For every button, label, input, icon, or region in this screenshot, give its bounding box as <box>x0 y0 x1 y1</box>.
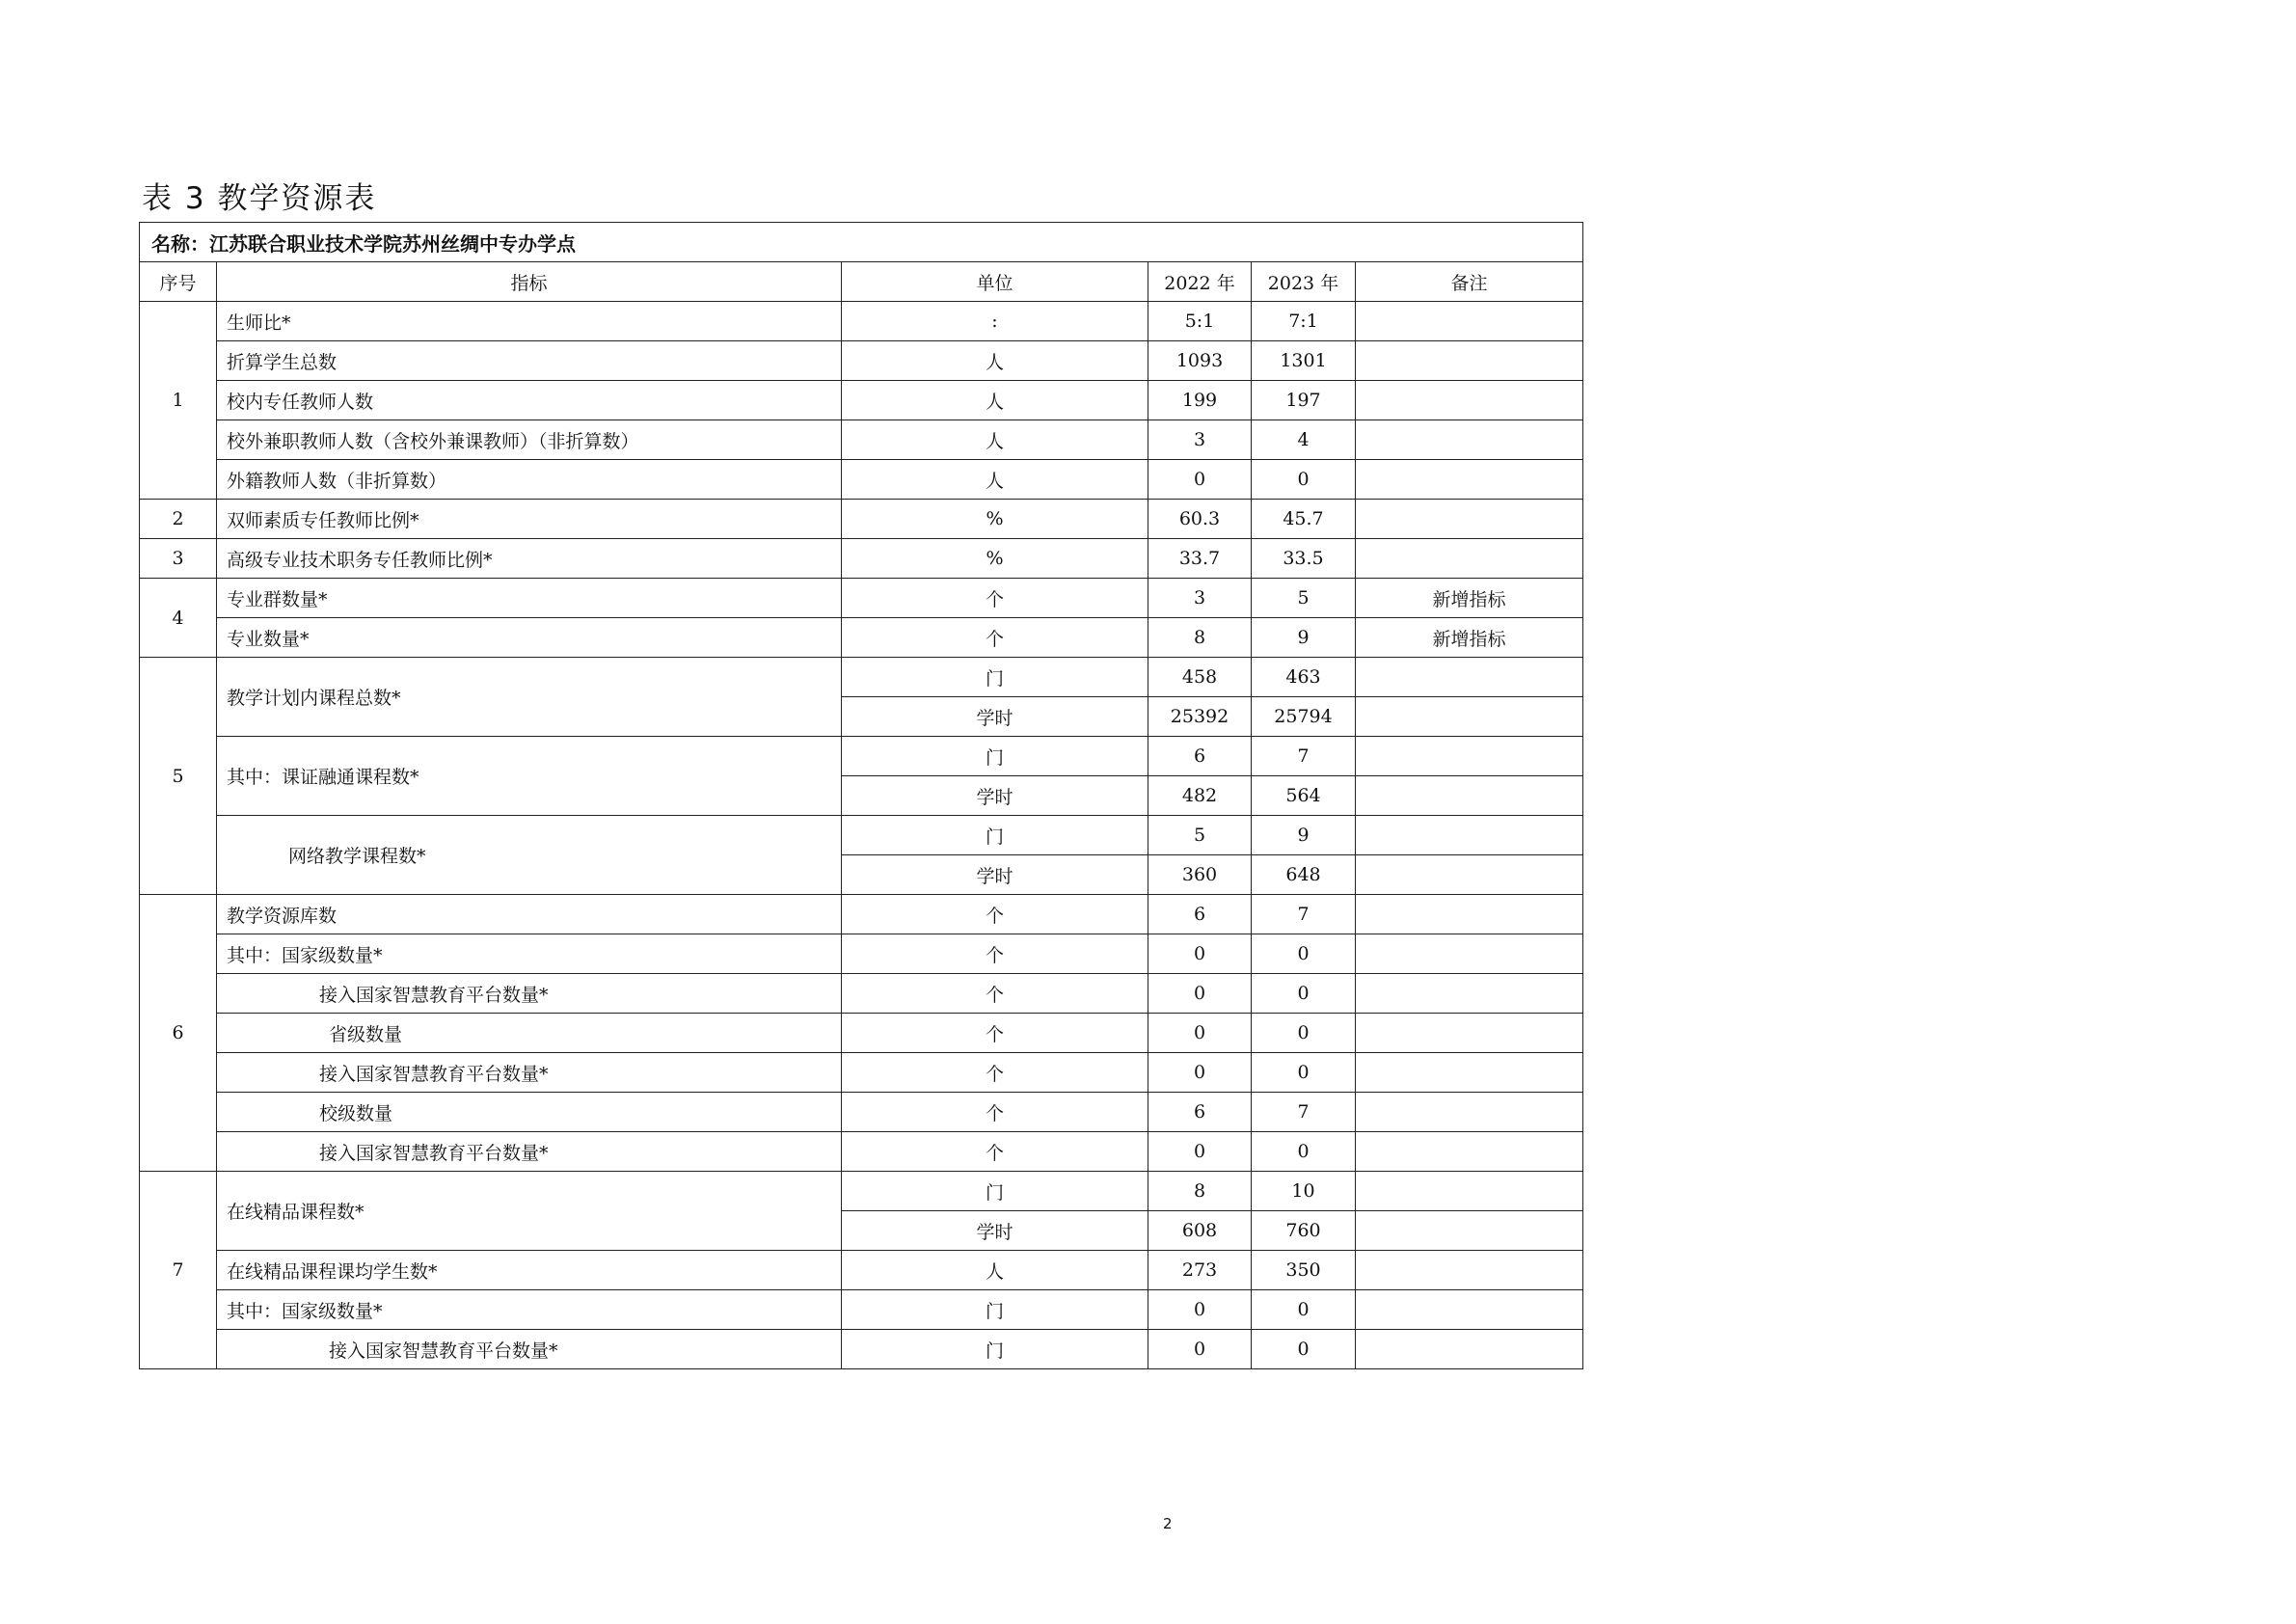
table-row <box>140 1172 1583 1211</box>
remark-cell <box>1356 460 1583 500</box>
table-row <box>140 1330 1583 1369</box>
table-caption: 表 3 教学资源表 <box>142 181 377 216</box>
header-seq: 序号 <box>140 262 217 302</box>
table-row <box>140 974 1583 1014</box>
value-2022-cell: 458 <box>1148 658 1252 697</box>
indicator-cell: 网络教学课程数* <box>217 816 842 895</box>
header-indicator: 指标 <box>217 262 842 302</box>
unit-cell: 人 <box>842 460 1148 500</box>
value-2023-cell: 197 <box>1252 381 1356 420</box>
remark-cell <box>1356 816 1583 855</box>
value-2022-cell: 3 <box>1148 579 1252 618</box>
institution-name: 名称：江苏联合职业技术学院苏州丝绸中专办学点 <box>140 223 1583 262</box>
header-unit: 单位 <box>842 262 1148 302</box>
remark-cell <box>1356 1093 1583 1132</box>
value-2023-cell: 760 <box>1252 1211 1356 1251</box>
unit-cell: 个 <box>842 934 1148 974</box>
remark-cell <box>1356 934 1583 974</box>
value-2022-cell: 273 <box>1148 1251 1252 1290</box>
value-2022-cell: 6 <box>1148 737 1252 776</box>
unit-cell: 人 <box>842 341 1148 381</box>
table-row <box>140 737 1583 776</box>
remark-cell <box>1356 420 1583 460</box>
indicator-cell: 专业群数量* <box>217 579 842 618</box>
seq-cell: 5 <box>140 658 217 895</box>
remark-cell <box>1356 500 1583 539</box>
value-2022-cell: 0 <box>1148 1330 1252 1369</box>
value-2023-cell: 0 <box>1252 1330 1356 1369</box>
value-2022-cell: 5 <box>1148 816 1252 855</box>
unit-cell: 门 <box>842 1290 1148 1330</box>
unit-cell: 门 <box>842 1330 1148 1369</box>
remark-cell <box>1356 974 1583 1014</box>
unit-cell: 学时 <box>842 1211 1148 1251</box>
indicator-cell: 接入国家智慧教育平台数量* <box>217 1132 842 1172</box>
indicator-cell: 在线精品课程数* <box>217 1172 842 1251</box>
table-row <box>140 579 1583 618</box>
value-2022-cell: 6 <box>1148 895 1252 934</box>
value-2022-cell: 5:1 <box>1148 302 1252 341</box>
indicator-cell: 校级数量 <box>217 1093 842 1132</box>
seq-cell: 6 <box>140 895 217 1172</box>
unit-cell: 学时 <box>842 776 1148 816</box>
unit-cell: 个 <box>842 579 1148 618</box>
indicator-cell: 双师素质专任教师比例* <box>217 500 842 539</box>
indicator-cell: 外籍教师人数（非折算数） <box>217 460 842 500</box>
value-2023-cell: 9 <box>1252 618 1356 658</box>
unit-cell: 门 <box>842 1172 1148 1211</box>
table-row <box>140 1053 1583 1093</box>
value-2022-cell: 6 <box>1148 1093 1252 1132</box>
unit-cell: 学时 <box>842 855 1148 895</box>
indicator-cell: 折算学生总数 <box>217 341 842 381</box>
header-remark: 备注 <box>1356 262 1583 302</box>
indicator-cell: 接入国家智慧教育平台数量* <box>217 1330 842 1369</box>
unit-cell: 学时 <box>842 697 1148 737</box>
indicator-cell: 专业数量* <box>217 618 842 658</box>
table-name-row <box>140 223 1583 262</box>
value-2023-cell: 0 <box>1252 1290 1356 1330</box>
remark-cell <box>1356 1290 1583 1330</box>
value-2022-cell: 0 <box>1148 1053 1252 1093</box>
remark-cell <box>1356 1172 1583 1211</box>
seq-cell: 7 <box>140 1172 217 1369</box>
table-row <box>140 1014 1583 1053</box>
value-2022-cell: 33.7 <box>1148 539 1252 579</box>
value-2022-cell: 0 <box>1148 974 1252 1014</box>
indicator-cell: 校外兼职教师人数（含校外兼课教师）（非折算数） <box>217 420 842 460</box>
table-row <box>140 1093 1583 1132</box>
remark-cell <box>1356 1132 1583 1172</box>
table-row <box>140 341 1583 381</box>
value-2023-cell: 10 <box>1252 1172 1356 1211</box>
unit-cell: 个 <box>842 1053 1148 1093</box>
table-row <box>140 895 1583 934</box>
table-row <box>140 816 1583 855</box>
value-2023-cell: 45.7 <box>1252 500 1356 539</box>
indicator-cell: 校内专任教师人数 <box>217 381 842 420</box>
indicator-cell: 省级数量 <box>217 1014 842 1053</box>
value-2022-cell: 0 <box>1148 460 1252 500</box>
remark-cell <box>1356 1014 1583 1053</box>
indicator-cell: 其中：国家级数量* <box>217 1290 842 1330</box>
unit-cell: 门 <box>842 816 1148 855</box>
value-2023-cell: 0 <box>1252 1053 1356 1093</box>
header-2023: 2023 年 <box>1252 262 1356 302</box>
value-2023-cell: 7 <box>1252 895 1356 934</box>
value-2023-cell: 5 <box>1252 579 1356 618</box>
table-row <box>140 1132 1583 1172</box>
value-2023-cell: 0 <box>1252 1014 1356 1053</box>
table-header-row <box>140 262 1583 302</box>
unit-cell: 个 <box>842 618 1148 658</box>
value-2023-cell: 0 <box>1252 974 1356 1014</box>
remark-cell: 新增指标 <box>1356 618 1583 658</box>
table-row <box>140 420 1583 460</box>
unit-cell: 个 <box>842 1093 1148 1132</box>
value-2022-cell: 1093 <box>1148 341 1252 381</box>
value-2022-cell: 0 <box>1148 934 1252 974</box>
remark-cell <box>1356 341 1583 381</box>
value-2023-cell: 350 <box>1252 1251 1356 1290</box>
indicator-cell: 教学资源库数 <box>217 895 842 934</box>
value-2022-cell: 482 <box>1148 776 1252 816</box>
table-row <box>140 460 1583 500</box>
value-2023-cell: 7:1 <box>1252 302 1356 341</box>
page-number: 2 <box>1163 1515 1173 1532</box>
value-2022-cell: 60.3 <box>1148 500 1252 539</box>
seq-cell: 2 <box>140 500 217 539</box>
value-2023-cell: 564 <box>1252 776 1356 816</box>
value-2022-cell: 25392 <box>1148 697 1252 737</box>
indicator-cell: 高级专业技术职务专任教师比例* <box>217 539 842 579</box>
table-row <box>140 934 1583 974</box>
value-2023-cell: 9 <box>1252 816 1356 855</box>
remark-cell <box>1356 1330 1583 1369</box>
value-2023-cell: 25794 <box>1252 697 1356 737</box>
remark-cell <box>1356 1251 1583 1290</box>
remark-cell <box>1356 895 1583 934</box>
unit-cell: 个 <box>842 1132 1148 1172</box>
remark-cell <box>1356 737 1583 776</box>
value-2023-cell: 0 <box>1252 934 1356 974</box>
remark-cell <box>1356 658 1583 697</box>
value-2022-cell: 8 <box>1148 1172 1252 1211</box>
teaching-resources-table <box>139 222 1583 1369</box>
table-row <box>140 618 1583 658</box>
value-2022-cell: 0 <box>1148 1290 1252 1330</box>
value-2022-cell: 608 <box>1148 1211 1252 1251</box>
value-2023-cell: 0 <box>1252 460 1356 500</box>
value-2022-cell: 0 <box>1148 1132 1252 1172</box>
remark-cell <box>1356 1211 1583 1251</box>
remark-cell <box>1356 1053 1583 1093</box>
seq-cell: 3 <box>140 539 217 579</box>
table-row <box>140 500 1583 539</box>
value-2023-cell: 7 <box>1252 737 1356 776</box>
value-2023-cell: 0 <box>1252 1132 1356 1172</box>
remark-cell <box>1356 776 1583 816</box>
unit-cell: 人 <box>842 420 1148 460</box>
value-2023-cell: 4 <box>1252 420 1356 460</box>
indicator-cell: 在线精品课程课均学生数* <box>217 1251 842 1290</box>
table-row <box>140 302 1583 341</box>
remark-cell <box>1356 539 1583 579</box>
value-2022-cell: 360 <box>1148 855 1252 895</box>
value-2022-cell: 3 <box>1148 420 1252 460</box>
unit-cell: 门 <box>842 658 1148 697</box>
unit-cell: 人 <box>842 381 1148 420</box>
value-2023-cell: 7 <box>1252 1093 1356 1132</box>
value-2023-cell: 33.5 <box>1252 539 1356 579</box>
unit-cell: 个 <box>842 895 1148 934</box>
value-2023-cell: 463 <box>1252 658 1356 697</box>
indicator-cell: 接入国家智慧教育平台数量* <box>217 974 842 1014</box>
value-2022-cell: 0 <box>1148 1014 1252 1053</box>
unit-cell: % <box>842 500 1148 539</box>
unit-cell: 门 <box>842 737 1148 776</box>
indicator-cell: 教学计划内课程总数* <box>217 658 842 737</box>
seq-cell: 4 <box>140 579 217 658</box>
unit-cell: : <box>842 302 1148 341</box>
value-2022-cell: 199 <box>1148 381 1252 420</box>
table-row <box>140 1251 1583 1290</box>
value-2023-cell: 648 <box>1252 855 1356 895</box>
indicator-cell: 其中：国家级数量* <box>217 934 842 974</box>
unit-cell: % <box>842 539 1148 579</box>
remark-cell <box>1356 855 1583 895</box>
value-2023-cell: 1301 <box>1252 341 1356 381</box>
table-row <box>140 658 1583 697</box>
remark-cell <box>1356 302 1583 341</box>
table-row <box>140 539 1583 579</box>
table-row <box>140 381 1583 420</box>
table-row <box>140 1290 1583 1330</box>
remark-cell <box>1356 381 1583 420</box>
unit-cell: 人 <box>842 1251 1148 1290</box>
remark-cell <box>1356 697 1583 737</box>
seq-cell: 1 <box>140 302 217 500</box>
header-2022: 2022 年 <box>1148 262 1252 302</box>
remark-cell: 新增指标 <box>1356 579 1583 618</box>
indicator-cell: 生师比* <box>217 302 842 341</box>
unit-cell: 个 <box>842 974 1148 1014</box>
value-2022-cell: 8 <box>1148 618 1252 658</box>
indicator-cell: 接入国家智慧教育平台数量* <box>217 1053 842 1093</box>
unit-cell: 个 <box>842 1014 1148 1053</box>
indicator-cell: 其中：课证融通课程数* <box>217 737 842 816</box>
